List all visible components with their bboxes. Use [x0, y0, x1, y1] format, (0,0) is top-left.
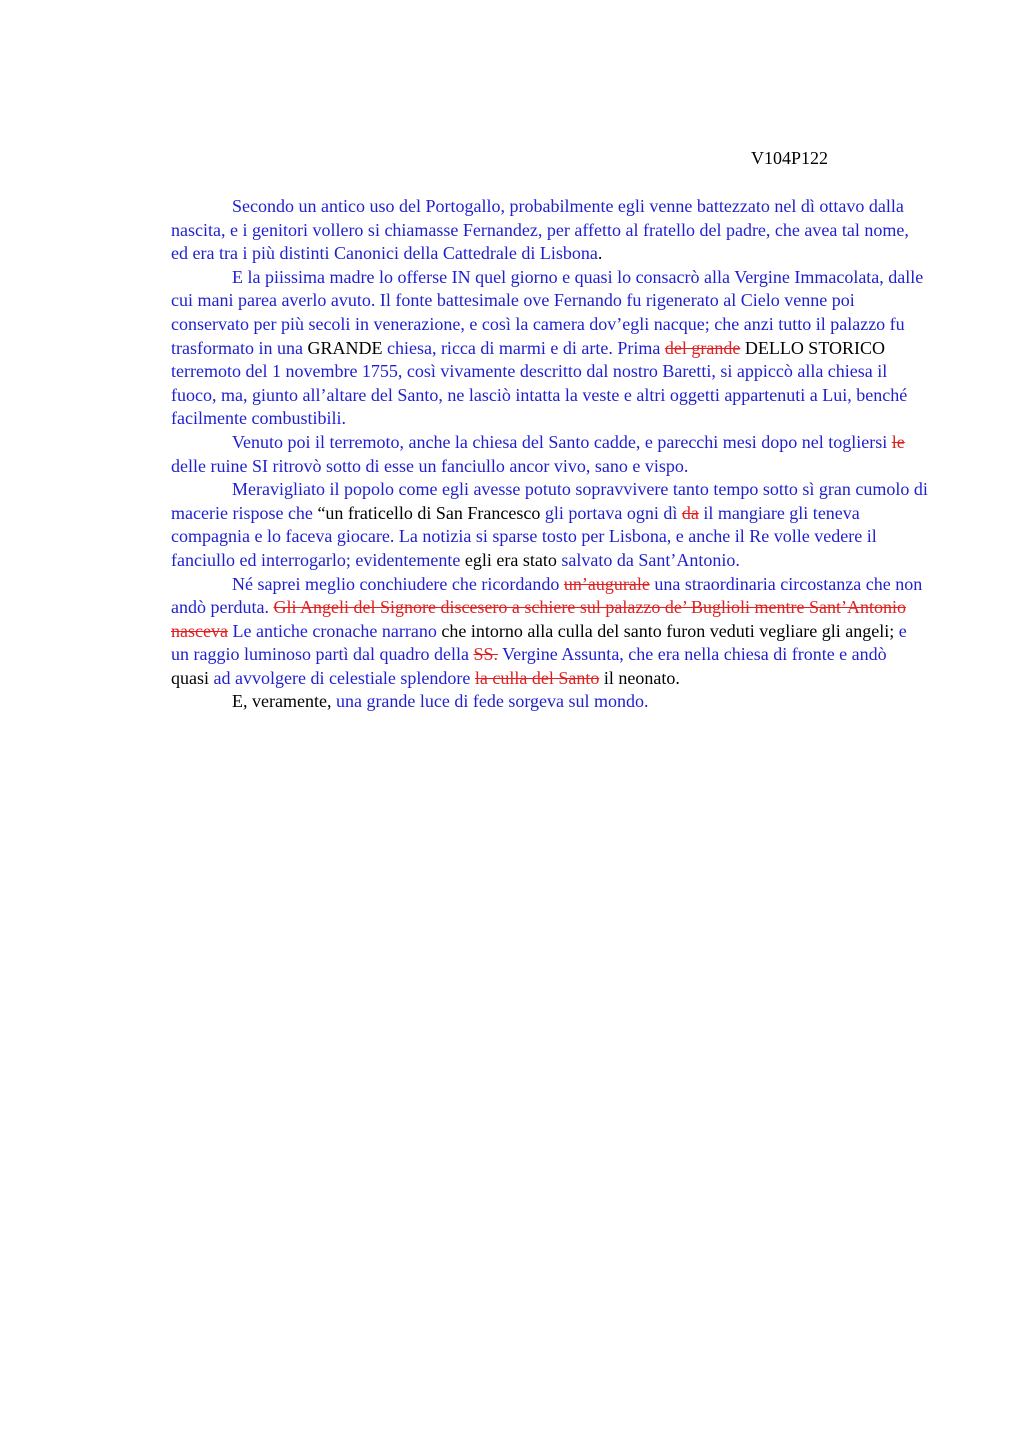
inserted-text: Vergine Assunta, che era nella chiesa di fronte e andò: [497, 644, 887, 665]
original-text: quasi: [171, 667, 209, 688]
original-text: che intorno alla culla del santo furon veduti vegliare gli angeli;: [441, 620, 895, 641]
page-identifier: V104P122: [751, 148, 829, 168]
deleted-text: da: [681, 502, 699, 523]
paragraph-3: [171, 431, 928, 478]
original-text: E, veramente,: [232, 691, 336, 712]
inserted-text: Secondo un antico uso del Portogallo, probabilmente egli venne battezzato nel dì ottavo dalla nascita, e i genitori vollero si chiamasse Fernandez, per affetto al fratello del padre, che avea tal nome, ed era tra i più distinti Canonici della Cattedrale di Lisbona: [171, 196, 909, 264]
paragraph-1: [171, 195, 928, 266]
original-text: il neonato.: [599, 667, 680, 688]
original-text: .: [597, 243, 603, 264]
inserted-text: Né saprei meglio conchiudere che ricordando: [232, 573, 564, 594]
deleted-text: SS.: [473, 644, 498, 665]
deleted-text: Gli Angeli del Signore discesero a schiere sul palazzo de’ Buglioli mentre Sant’Antonio nasceva: [171, 597, 906, 641]
deleted-text: la culla del Santo: [474, 667, 600, 688]
inserted-text: ad avvolgere di celestiale splendore: [209, 667, 475, 688]
inserted-text: Le antiche cronache narrano: [227, 620, 442, 641]
deleted-text: le: [891, 431, 905, 452]
paragraph-4: [171, 478, 928, 572]
inserted-text: E la piissima madre lo offerse IN quel giorno e quasi lo consacrò alla Vergine Immacolata, dalle cui mani parea averlo avuto. Il fonte battesimale ove Fernando fu rigenerato al Cielo venne poi conservato per più secoli in venerazione, e così la camera dov’egli nacque; che anzi tutto il palazzo fu trasformato in una: [171, 266, 924, 358]
paragraph-6: [171, 690, 928, 714]
inserted-text: e un raggio luminoso partì dal quadro della: [171, 620, 907, 665]
inserted-text: Meravigliato il popolo come egli avesse potuto sopravvivere tanto tempo sotto sì gran cumolo di macerie rispose che: [171, 479, 928, 523]
original-text: “un fraticello di San Francesco: [317, 502, 541, 523]
paragraph-5: [171, 573, 928, 691]
inserted-text: il mangiare gli teneva compagnia e lo faceva giocare. La notizia si sparse tosto per Lisbona, e anche il Re volle vedere il fanciullo ed interrogarlo; evidentemente: [171, 502, 877, 570]
original-text: GRANDE: [307, 337, 383, 358]
inserted-text: gli portava ogni dì: [540, 502, 682, 523]
inserted-text: chiesa, ricca di marmi e di arte. Prima: [382, 337, 665, 358]
inserted-text: una grande luce di fede sorgeva sul mondo.: [335, 691, 649, 712]
paragraph-2: [171, 266, 928, 431]
inserted-text: terremoto del 1 novembre 1755, così vivamente descritto dal nostro Baretti, si appiccò alla chiesa il fuoco, ma, giunto all’altare del Santo, ne lasciò intatta la veste e altri oggetti appartenuti a Lui, benché facilmente combustibili.: [171, 361, 908, 429]
deleted-text: del grande: [664, 337, 741, 358]
original-text: egli era stato: [464, 549, 557, 570]
original-text: DELLO STORICO: [740, 337, 885, 358]
document-body: [171, 195, 928, 714]
deleted-text: un’augurale: [563, 573, 650, 594]
inserted-text: una straordinaria circostanza che non andò perduta.: [171, 573, 923, 618]
inserted-text: salvato da Sant’Antonio.: [556, 549, 740, 570]
inserted-text: Venuto poi il terremoto, anche la chiesa del Santo cadde, e parecchi mesi dopo nel togliersi: [232, 431, 892, 452]
inserted-text: delle ruine SI ritrovò sotto di esse un fanciullo ancor vivo, sano e vispo.: [171, 455, 689, 476]
